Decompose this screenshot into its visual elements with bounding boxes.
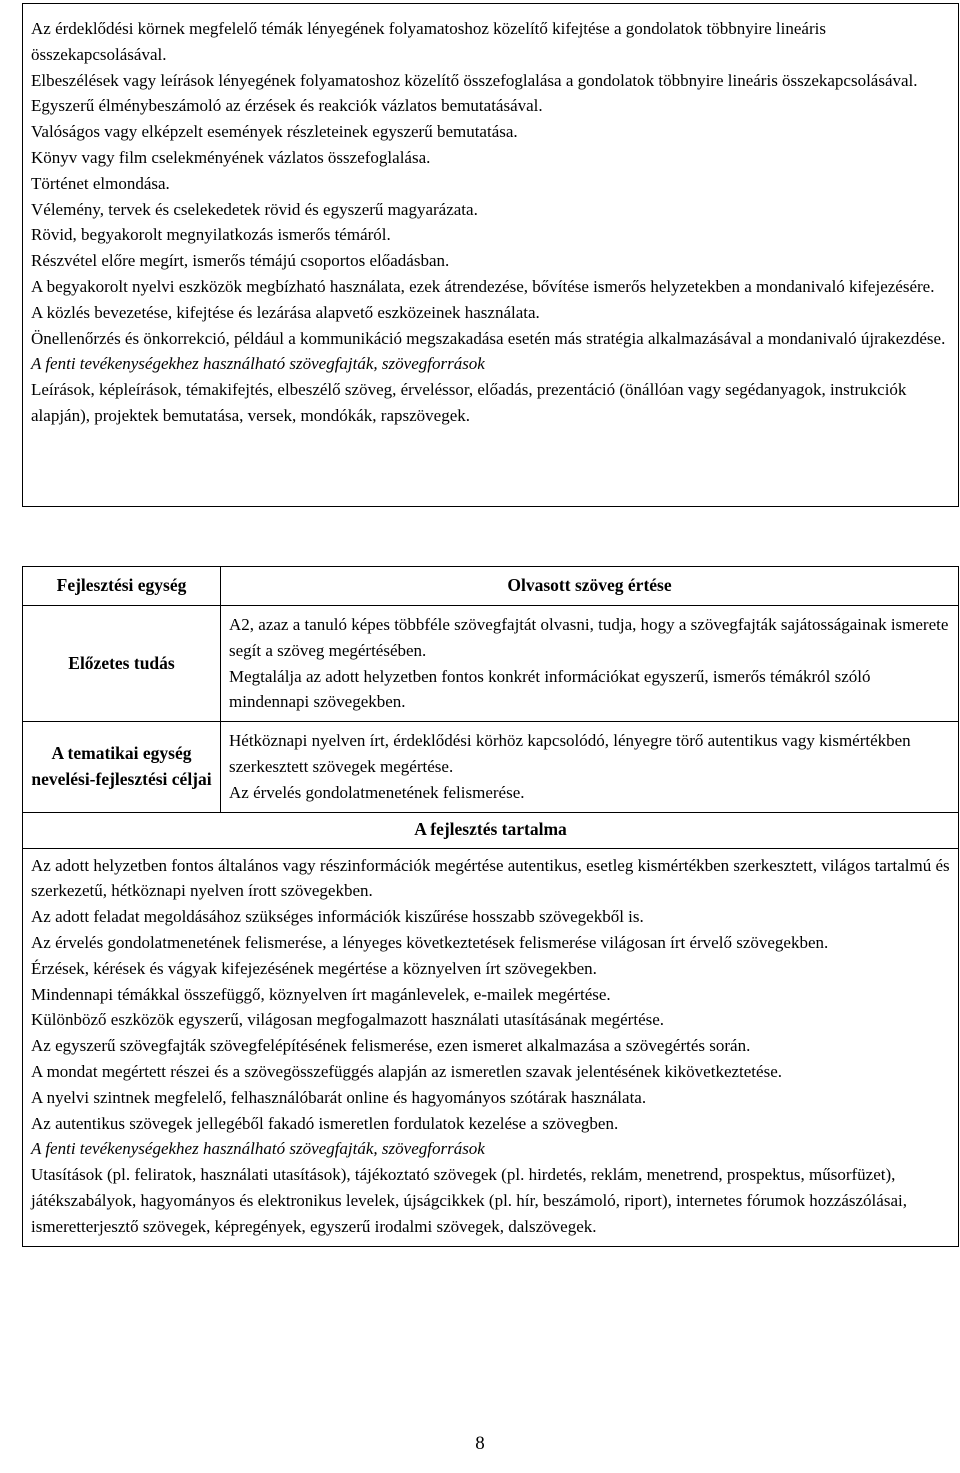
- content-heading: A fejlesztés tartalma: [414, 819, 567, 840]
- unit-table: [22, 566, 959, 1247]
- activity-line: A közlés bevezetése, kifejtése és lezárása alapvető eszközeinek használata.: [31, 302, 540, 322]
- sources-text: Leírások, képleírások, témakifejtés, elbeszélő szöveg, érveléssor, előadás, prezentáció (önállóan vagy segédanyagok, instrukciók alapján), projektek bemutatása, versek, mondókák, rapszövegek.: [31, 380, 907, 425]
- content-line: Az érvelés gondolatmenetének felismerése, a lényeges következtetések felismerése világosan írt érvelő szövegekben.: [31, 932, 829, 952]
- content-line: Az adott helyzetben fontos általános vagy részinformációk megértése autentikus, esetleg kismértékben szerkesztett, világos tartalmú és szerkezetű, hétköznapi nyelven írott szövegekben.: [31, 855, 950, 901]
- content-line: Érzések, kérések és vágyak kifejezésének megértése a köznyelven írt szövegekben.: [31, 958, 597, 978]
- activity-line: Történet elmondása.: [31, 173, 170, 193]
- activities-box: [22, 3, 959, 507]
- activity-line: Az érdeklődési körnek megfelelő témák lényegének folyamatoshoz közelítő kifejtése a gondolatok többnyire lineáris összekapcsolásával.: [31, 19, 826, 64]
- unit-title-cell: [221, 567, 959, 606]
- goals-content: [221, 722, 959, 812]
- activity-line: A begyakorolt nyelvi eszközök megbízható használata, ezek átrendezése, bővítése ismerős helyzetekben a mondanivaló kifejezésére.: [31, 276, 935, 296]
- sources-heading: A fenti tevékenységekhez használható szövegfajták, szövegforrások: [31, 354, 485, 374]
- col-label: Fejlesztési egység: [56, 575, 187, 596]
- prior-label-cell: [23, 606, 221, 722]
- content-line: Különböző eszközök egyszerű, világosan megfogalmazott használati utasításának megértése.: [31, 1010, 665, 1030]
- prior-line: Megtalálja az adott helyzetben fontos konkrét információkat egyszerű, ismerős témákról szóló mindennapi szövegekben.: [229, 666, 871, 712]
- activity-line: Vélemény, tervek és cselekedetek rövid és egyszerű magyarázata.: [31, 199, 478, 219]
- goals-line: Hétköznapi nyelven írt, érdeklődési körhöz kapcsolódó, lényegre törő autentikus vagy kismértékben szerkesztett szövegek megértése.: [229, 731, 911, 776]
- content-line: Mindennapi témákkal összefüggő, köznyelven írt magánlevelek, e-mailek megértése.: [31, 984, 611, 1004]
- content-heading-cell: [23, 812, 959, 848]
- activity-line: Könyv vagy film cselekményének vázlatos összefoglalása.: [31, 147, 431, 167]
- prior-line: A2, azaz a tanuló képes többféle szövegfajtát olvasni, tudja, hogy a szövegfajták sajátosságainak ismerete segít a szöveg megértésében.: [229, 615, 949, 660]
- goals-label-cell: [23, 722, 221, 812]
- activity-line: Elbeszélések vagy leírások lényegének folyamatoshoz közelítő összefoglalása a gondolatok többnyire lineáris összekapcsolásával.: [31, 70, 918, 90]
- content-line: A nyelvi szintnek megfelelő, felhasználóbarát online és hagyományos szótárak használata.: [31, 1087, 647, 1107]
- content-line: A mondat megértett részei és a szövegösszefüggés alapján az ismeretlen szavak jelentésének kikövetkeztetése.: [31, 1061, 782, 1081]
- activity-line: Valóságos vagy elképzelt események részleteinek egyszerű bemutatása.: [31, 122, 518, 142]
- unit-title: Olvasott szöveg értése: [507, 575, 672, 596]
- page-number: 8: [475, 1433, 485, 1454]
- activity-line: Önellenőrzés és önkorrekció, például a kommunikáció megszakadása esetén más stratégia alkalmazásával a mondanivaló újrakezdése.: [31, 328, 946, 348]
- content-line: Az egyszerű szövegfajták szövegfelépítésének felismerése, ezen ismeret alkalmazása a szövegértés során.: [31, 1036, 751, 1056]
- sources-heading: A fenti tevékenységekhez használható szövegfajták, szövegforrások: [31, 1139, 485, 1159]
- content-line: Az adott feladat megoldásához szükséges információk kiszűrése hosszabb szövegekből is.: [31, 907, 644, 927]
- activity-line: Részvétel előre megírt, ismerős témájú csoportos előadásban.: [31, 251, 450, 271]
- activity-line: Rövid, begyakorolt megnyilatkozás ismerős témáról.: [31, 225, 391, 245]
- goals-line: Az érvelés gondolatmenetének felismerése.: [229, 782, 525, 802]
- sources-text: Utasítások (pl. feliratok, használati utasítások), tájékoztató szövegek (pl. hirdetés, reklám, menetrend, prospektus, műsorfüzet), játékszabályok, hagyományos és elektronikus levelek, újságcikkek (pl. hír, beszámoló, riport), internetes fórumok hozzászólásai, ismeretterjesztő szövegek, képregények, egyszerű irodalmi szövegek, dalszövegek.: [31, 1165, 907, 1236]
- content-line: Az autentikus szövegek jellegéből fakadó ismeretlen fordulatok kezelése a szövegben.: [31, 1113, 619, 1133]
- col-label-cell: [23, 567, 221, 606]
- prior-label: Előzetes tudás: [68, 652, 175, 673]
- prior-content: [221, 606, 959, 722]
- content-body: [23, 848, 959, 1246]
- activity-line: Egyszerű élménybeszámoló az érzések és reakciók vázlatos bemutatásával.: [31, 96, 543, 116]
- goals-label: A tematikai egység nevelési-fejlesztési céljai: [31, 743, 212, 789]
